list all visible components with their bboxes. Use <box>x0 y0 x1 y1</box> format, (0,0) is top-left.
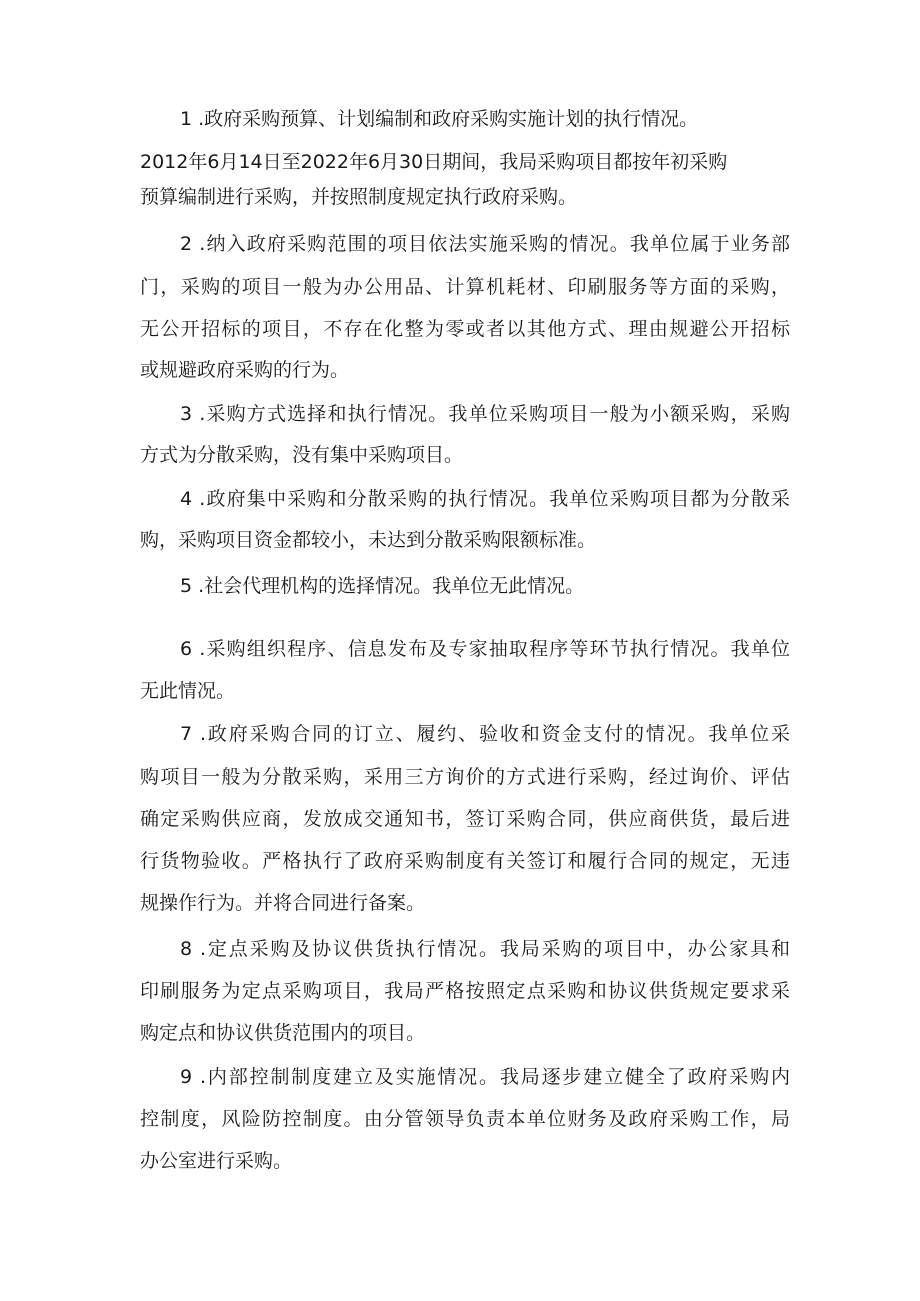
para7-line2: 购项目一般为分散采购，采用三方询价的方式进行采购，经过询价、评估 <box>140 766 790 788</box>
para8-line2: 印刷服务为定点采购项目，我局严格按照定点采购和协议供货规定要求采 <box>140 980 790 1002</box>
para4-line1: 4 .政府集中采购和分散采购的执行情况。我单位采购项目都为分散采 <box>180 488 790 510</box>
para6-line1: 6 .采购组织程序、信息发布及专家抽取程序等环节执行情况。我单位 <box>180 638 790 660</box>
para7-line4: 行货物验收。严格执行了政府采购制度有关签订和履行合同的规定，无违 <box>140 850 790 872</box>
para2-line2: 门，采购的项目一般为办公用品、计算机耗材、印刷服务等方面的采购， <box>140 276 790 298</box>
para1-line3: 预算编制进行采购，并按照制度规定执行政府采购。 <box>140 186 578 208</box>
para3-line2: 方式为分散采购，没有集中采购项目。 <box>140 444 464 466</box>
para2-line3: 无公开招标的项目，不存在化整为零或者以其他方式、理由规避公开招标 <box>140 318 790 340</box>
para9-line3: 办公室进行采购。 <box>140 1150 293 1172</box>
para2-line1: 2 .纳入政府采购范围的项目依法实施采购的情况。我单位属于业务部 <box>180 233 790 255</box>
para9-line1: 9 .内部控制制度建立及实施情况。我局逐步建立健全了政府采购内 <box>180 1066 790 1088</box>
para2-line4: 或规避政府采购的行为。 <box>140 359 350 381</box>
para5-line1: 5 .社会代理机构的选择情况。我单位无此情况。 <box>180 575 585 597</box>
para9-line2: 控制度，风险防控制度。由分管领导负责本单位财务及政府采购工作，局 <box>140 1108 790 1130</box>
para7-line5: 规操作行为。并将合同进行备案。 <box>140 892 426 914</box>
para1-line1: 1 .政府采购预算、计划编制和政府采购实施计划的执行情况。 <box>180 108 699 130</box>
para4-line2: 购，采购项目资金都较小，未达到分散采购限额标准。 <box>140 529 597 551</box>
para1-line2: 2012年6月14日至2022年6月30日期间，我局采购项目都按年初采购 <box>140 151 728 173</box>
para7-line3: 确定采购供应商，发放成交通知书，签订采购合同，供应商供货，最后进 <box>140 808 790 830</box>
para8-line3: 购定点和协议供货范围内的项目。 <box>140 1022 426 1044</box>
para8-line1: 8 .定点采购及协议供货执行情况。我局采购的项目中，办公家具和 <box>180 938 790 960</box>
para6-line2: 无此情况。 <box>140 680 236 702</box>
para3-line1: 3 .采购方式选择和执行情况。我单位采购项目一般为小额采购，采购 <box>180 403 790 425</box>
para7-line1: 7 .政府采购合同的订立、履约、验收和资金支付的情况。我单位采 <box>180 723 790 745</box>
